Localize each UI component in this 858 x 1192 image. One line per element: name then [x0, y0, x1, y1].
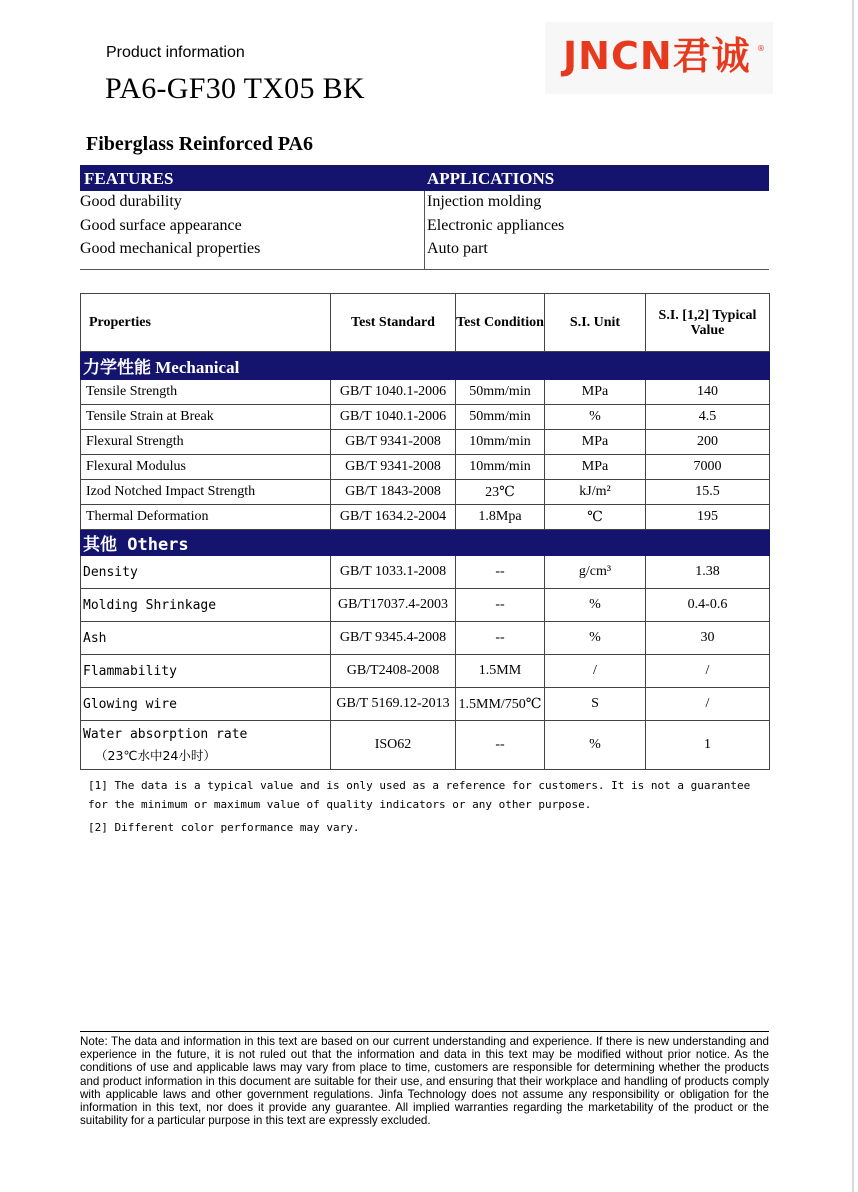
water-subtitle: （23℃水中24小时） [95, 747, 216, 763]
property-name: Tensile Strain at Break [81, 405, 331, 430]
footnote-2: [2] Different color performance may vary. [88, 821, 360, 834]
test-standard: GB/T 9345.4-2008 [331, 622, 456, 655]
unit: / [545, 655, 646, 688]
company-logo [545, 22, 773, 94]
property-name: Density [81, 556, 331, 589]
table-header-row [81, 294, 770, 352]
application-item: Electronic appliances [427, 216, 565, 234]
application-item: Injection molding [427, 193, 542, 210]
footnotes [88, 776, 768, 837]
property-name: Flammability [81, 655, 331, 688]
unit: MPa [545, 430, 646, 455]
test-standard: ISO62 [331, 721, 456, 770]
logo-text: JNCN君诚 [563, 34, 751, 78]
table-row [81, 480, 770, 505]
test-standard: GB/T 1843-2008 [331, 480, 456, 505]
typical-value: 1 [646, 721, 770, 770]
others-rows [81, 556, 770, 721]
test-condition: 23℃ [456, 480, 545, 505]
feature-item: Good mechanical properties [80, 240, 261, 258]
test-condition: -- [456, 589, 545, 622]
table-row [81, 505, 770, 530]
typical-value: 195 [646, 505, 770, 530]
table-row [81, 455, 770, 480]
property-name: Tensile Strength [81, 380, 331, 405]
unit: MPa [545, 455, 646, 480]
typical-value: 7000 [646, 455, 770, 480]
test-condition: 10mm/min [456, 430, 545, 455]
typical-value: 4.5 [646, 405, 770, 430]
typical-value: / [646, 688, 770, 721]
product-info-label: Product information [106, 44, 245, 61]
typical-value: 1.38 [646, 556, 770, 589]
test-standard: GB/T 1033.1-2008 [331, 556, 456, 589]
note-rule [80, 1031, 769, 1032]
col-header-condition: Test Condition [456, 294, 545, 352]
typical-value: 15.5 [646, 480, 770, 505]
property-name: Flexural Modulus [81, 455, 331, 480]
section-title-others: 其他 Others [81, 530, 770, 556]
property-name: Thermal Deformation [81, 505, 331, 530]
water-name: Water absorption rate [83, 726, 248, 742]
property-name: Molding Shrinkage [81, 589, 331, 622]
test-condition: -- [456, 721, 545, 770]
col-header-properties: Properties [81, 294, 331, 352]
test-condition: 1.5MM/750℃ [456, 688, 545, 721]
disclaimer-note: Note: The data and information in this text are based on our current understanding and experience. If there is new understanding and experience in the future, it is not ruled out that the information and data in this text may be modified without prior notice. As the conditions of use and applicable laws may vary from place to time, customers are responsible for determining whether the products and product information in this document are suitable for their use, and ensuring that their workplace and handling of products comply with applicable laws and other government regulations. Jinfa Technology does not assume any responsibility or obligation for the information in this text, nor does it provide any guarantee. All implied warranties regarding the marketability of the product or the suitability for a particular purpose in this text are expressly excluded. [80, 1035, 769, 1128]
footnote-1: [1] The data is a typical value and is only used as a reference for customers. It is not a guarantee for the minimum or maximum value of quality indicators or any other purpose. [88, 779, 751, 811]
test-standard: GB/T17037.4-2003 [331, 589, 456, 622]
table-row [81, 430, 770, 455]
property-name: Ash [81, 622, 331, 655]
test-standard: GB/T 1634.2-2004 [331, 505, 456, 530]
table-row [81, 589, 770, 622]
test-condition: -- [456, 622, 545, 655]
typical-value: / [646, 655, 770, 688]
test-condition: -- [456, 556, 545, 589]
fa-divider [424, 191, 425, 269]
unit: MPa [545, 380, 646, 405]
unit: ℃ [545, 505, 646, 530]
product-subtitle: Fiberglass Reinforced PA6 [86, 133, 314, 155]
page-edge [852, 0, 854, 1192]
test-condition: 50mm/min [456, 405, 545, 430]
unit: % [545, 589, 646, 622]
unit: % [545, 721, 646, 770]
table-row [81, 688, 770, 721]
unit: kJ/m² [545, 480, 646, 505]
feature-item: Good surface appearance [80, 216, 242, 234]
typical-value: 30 [646, 622, 770, 655]
typical-value: 200 [646, 430, 770, 455]
typical-value: 0.4-0.6 [646, 589, 770, 622]
table-row [81, 655, 770, 688]
section-row-mechanical [81, 352, 770, 380]
property-name [81, 721, 331, 770]
registered-mark: ® [757, 44, 765, 53]
col-header-standard: Test Standard [331, 294, 456, 352]
applications-title: APPLICATIONS [427, 169, 555, 188]
col-header-value: S.I. [1,2] Typical Value [646, 294, 770, 352]
test-condition: 10mm/min [456, 455, 545, 480]
test-standard: GB/T 9341-2008 [331, 455, 456, 480]
table-row [81, 721, 770, 770]
unit: g/cm³ [545, 556, 646, 589]
table-row [81, 622, 770, 655]
unit: S [545, 688, 646, 721]
unit: % [545, 405, 646, 430]
col-header-unit: S.I. Unit [545, 294, 646, 352]
test-condition: 1.8Mpa [456, 505, 545, 530]
fa-bottom-rule [80, 269, 769, 270]
mechanical-rows [81, 380, 770, 530]
features-applications-header [80, 165, 769, 191]
typical-value: 140 [646, 380, 770, 405]
application-item: Auto part [427, 240, 488, 258]
table-row [81, 556, 770, 589]
test-standard: GB/T 9341-2008 [331, 430, 456, 455]
section-title-mechanical: 力学性能 Mechanical [81, 352, 770, 380]
test-standard: GB/T 5169.12-2013 [331, 688, 456, 721]
test-standard: GB/T 1040.1-2006 [331, 405, 456, 430]
property-name: Izod Notched Impact Strength [81, 480, 331, 505]
properties-table [80, 293, 770, 770]
test-standard: GB/T 1040.1-2006 [331, 380, 456, 405]
table-row [81, 380, 770, 405]
property-name: Flexural Strength [81, 430, 331, 455]
product-name: PA6-GF30 TX05 BK [105, 72, 365, 105]
unit: % [545, 622, 646, 655]
test-condition: 1.5MM [456, 655, 545, 688]
feature-item: Good durability [80, 193, 182, 210]
section-row-others [81, 530, 770, 556]
test-standard: GB/T2408-2008 [331, 655, 456, 688]
table-row [81, 405, 770, 430]
test-condition: 50mm/min [456, 380, 545, 405]
features-title: FEATURES [84, 169, 174, 188]
property-name: Glowing wire [81, 688, 331, 721]
